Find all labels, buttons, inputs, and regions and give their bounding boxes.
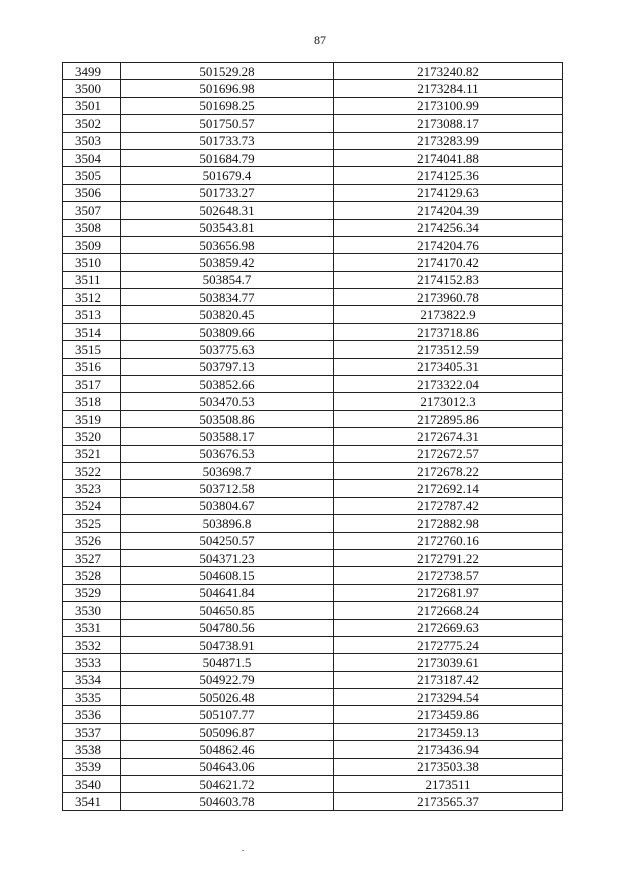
y-coordinate-cell: 2173960.78	[334, 289, 563, 306]
y-coordinate-cell: 2172668.24	[334, 602, 563, 619]
x-coordinate-cell: 501529.28	[121, 63, 334, 80]
table-row	[63, 289, 563, 306]
point-number-cell: 3520	[63, 428, 121, 445]
y-coordinate-cell: 2173284.11	[334, 80, 563, 97]
point-number-cell: 3501	[63, 97, 121, 114]
table-row	[63, 410, 563, 427]
y-coordinate-cell: 2173822.9	[334, 306, 563, 323]
x-coordinate-cell: 504922.79	[121, 671, 334, 688]
x-coordinate-cell: 503820.45	[121, 306, 334, 323]
x-coordinate-cell: 504250.57	[121, 532, 334, 549]
x-coordinate-cell: 503543.81	[121, 219, 334, 236]
y-coordinate-cell: 2174256.34	[334, 219, 563, 236]
x-coordinate-cell: 504608.15	[121, 567, 334, 584]
point-number-cell: 3500	[63, 80, 121, 97]
point-number-cell: 3518	[63, 393, 121, 410]
y-coordinate-cell: 2173512.59	[334, 341, 563, 358]
table-row	[63, 428, 563, 445]
x-coordinate-cell: 501696.98	[121, 80, 334, 97]
table-row	[63, 202, 563, 219]
table-row	[63, 584, 563, 601]
table-row	[63, 723, 563, 740]
point-number-cell: 3540	[63, 776, 121, 793]
y-coordinate-cell: 2172692.14	[334, 480, 563, 497]
x-coordinate-cell: 503712.58	[121, 480, 334, 497]
x-coordinate-cell: 503859.42	[121, 254, 334, 271]
y-coordinate-cell: 2174170.42	[334, 254, 563, 271]
table-row	[63, 323, 563, 340]
point-number-cell: 3536	[63, 706, 121, 723]
x-coordinate-cell: 502648.31	[121, 202, 334, 219]
y-coordinate-cell: 2172672.57	[334, 445, 563, 462]
table-row	[63, 567, 563, 584]
y-coordinate-cell: 2173240.82	[334, 63, 563, 80]
y-coordinate-cell: 2174152.83	[334, 271, 563, 288]
point-number-cell: 3512	[63, 289, 121, 306]
point-number-cell: 3531	[63, 619, 121, 636]
x-coordinate-cell: 504621.72	[121, 776, 334, 793]
point-number-cell: 3505	[63, 167, 121, 184]
y-coordinate-cell: 2174125.36	[334, 167, 563, 184]
table-row	[63, 149, 563, 166]
point-number-cell: 3525	[63, 515, 121, 532]
x-coordinate-cell: 504641.84	[121, 584, 334, 601]
x-coordinate-cell: 501679.4	[121, 167, 334, 184]
point-number-cell: 3522	[63, 462, 121, 479]
y-coordinate-cell: 2172787.42	[334, 497, 563, 514]
y-coordinate-cell: 2173718.86	[334, 323, 563, 340]
x-coordinate-cell: 503854.7	[121, 271, 334, 288]
y-coordinate-cell: 2173012.3	[334, 393, 563, 410]
x-coordinate-cell: 503896.8	[121, 515, 334, 532]
y-coordinate-cell: 2173187.42	[334, 671, 563, 688]
point-number-cell: 3503	[63, 132, 121, 149]
point-number-cell: 3513	[63, 306, 121, 323]
y-coordinate-cell: 2172738.57	[334, 567, 563, 584]
x-coordinate-cell: 501698.25	[121, 97, 334, 114]
table-row	[63, 219, 563, 236]
y-coordinate-cell: 2174041.88	[334, 149, 563, 166]
table-row	[63, 271, 563, 288]
point-number-cell: 3504	[63, 149, 121, 166]
point-number-cell: 3521	[63, 445, 121, 462]
x-coordinate-cell: 505107.77	[121, 706, 334, 723]
x-coordinate-cell: 504603.78	[121, 793, 334, 810]
point-number-cell: 3511	[63, 271, 121, 288]
point-number-cell: 3507	[63, 202, 121, 219]
table-row	[63, 793, 563, 810]
x-coordinate-cell: 501733.27	[121, 184, 334, 201]
x-coordinate-cell: 503804.67	[121, 497, 334, 514]
x-coordinate-cell: 505026.48	[121, 689, 334, 706]
y-coordinate-cell: 2172674.31	[334, 428, 563, 445]
table-row	[63, 619, 563, 636]
x-coordinate-cell: 503470.53	[121, 393, 334, 410]
table-row	[63, 445, 563, 462]
table-row	[63, 602, 563, 619]
y-coordinate-cell: 2173100.99	[334, 97, 563, 114]
table-row	[63, 97, 563, 114]
point-number-cell: 3499	[63, 63, 121, 80]
y-coordinate-cell: 2174129.63	[334, 184, 563, 201]
y-coordinate-cell: 2173565.37	[334, 793, 563, 810]
y-coordinate-cell: 2173039.61	[334, 654, 563, 671]
table-row	[63, 689, 563, 706]
y-coordinate-cell: 2173294.54	[334, 689, 563, 706]
point-number-cell: 3530	[63, 602, 121, 619]
point-number-cell: 3509	[63, 236, 121, 253]
x-coordinate-cell: 503698.7	[121, 462, 334, 479]
table-row	[63, 393, 563, 410]
point-number-cell: 3527	[63, 549, 121, 566]
x-coordinate-cell: 501684.79	[121, 149, 334, 166]
point-number-cell: 3516	[63, 358, 121, 375]
x-coordinate-cell: 503656.98	[121, 236, 334, 253]
point-number-cell: 3523	[63, 480, 121, 497]
table-row	[63, 497, 563, 514]
x-coordinate-cell: 504862.46	[121, 741, 334, 758]
x-coordinate-cell: 504371.23	[121, 549, 334, 566]
table-row	[63, 758, 563, 775]
point-number-cell: 3529	[63, 584, 121, 601]
x-coordinate-cell: 504738.91	[121, 636, 334, 653]
table-row	[63, 63, 563, 80]
x-coordinate-cell: 503809.66	[121, 323, 334, 340]
table-row	[63, 306, 563, 323]
point-number-cell: 3535	[63, 689, 121, 706]
y-coordinate-cell: 2173283.99	[334, 132, 563, 149]
y-coordinate-cell: 2173459.86	[334, 706, 563, 723]
x-coordinate-cell: 503588.17	[121, 428, 334, 445]
y-coordinate-cell: 2173436.94	[334, 741, 563, 758]
y-coordinate-cell: 2172760.16	[334, 532, 563, 549]
y-coordinate-cell: 2173503.38	[334, 758, 563, 775]
point-number-cell: 3528	[63, 567, 121, 584]
x-coordinate-cell: 504871.5	[121, 654, 334, 671]
table-row	[63, 254, 563, 271]
point-number-cell: 3537	[63, 723, 121, 740]
y-coordinate-cell: 2173088.17	[334, 115, 563, 132]
table-row	[63, 358, 563, 375]
point-number-cell: 3539	[63, 758, 121, 775]
x-coordinate-cell: 501733.73	[121, 132, 334, 149]
y-coordinate-cell: 2174204.76	[334, 236, 563, 253]
table-row	[63, 80, 563, 97]
y-coordinate-cell: 2174204.39	[334, 202, 563, 219]
table-row	[63, 236, 563, 253]
x-coordinate-cell: 505096.87	[121, 723, 334, 740]
scan-speck	[242, 850, 244, 851]
x-coordinate-cell: 503775.63	[121, 341, 334, 358]
point-number-cell: 3515	[63, 341, 121, 358]
coordinates-table	[62, 62, 563, 811]
y-coordinate-cell: 2172775.24	[334, 636, 563, 653]
x-coordinate-cell: 504650.85	[121, 602, 334, 619]
x-coordinate-cell: 503797.13	[121, 358, 334, 375]
x-coordinate-cell: 503676.53	[121, 445, 334, 462]
point-number-cell: 3510	[63, 254, 121, 271]
y-coordinate-cell: 2172791.22	[334, 549, 563, 566]
point-number-cell: 3538	[63, 741, 121, 758]
x-coordinate-cell: 501750.57	[121, 115, 334, 132]
x-coordinate-cell: 503508.86	[121, 410, 334, 427]
y-coordinate-cell: 2173511	[334, 776, 563, 793]
table-row	[63, 341, 563, 358]
table-row	[63, 515, 563, 532]
table-row	[63, 706, 563, 723]
x-coordinate-cell: 504643.06	[121, 758, 334, 775]
y-coordinate-cell: 2172681.97	[334, 584, 563, 601]
y-coordinate-cell: 2172678.22	[334, 462, 563, 479]
coordinates-table-body	[63, 63, 563, 811]
table-row	[63, 549, 563, 566]
table-row	[63, 132, 563, 149]
table-row	[63, 376, 563, 393]
x-coordinate-cell: 504780.56	[121, 619, 334, 636]
point-number-cell: 3541	[63, 793, 121, 810]
point-number-cell: 3524	[63, 497, 121, 514]
point-number-cell: 3517	[63, 376, 121, 393]
point-number-cell: 3534	[63, 671, 121, 688]
y-coordinate-cell: 2172669.63	[334, 619, 563, 636]
x-coordinate-cell: 503834.77	[121, 289, 334, 306]
table-row	[63, 167, 563, 184]
table-row	[63, 776, 563, 793]
page-number: 87	[314, 33, 326, 47]
point-number-cell: 3508	[63, 219, 121, 236]
table-row	[63, 462, 563, 479]
y-coordinate-cell: 2173459.13	[334, 723, 563, 740]
point-number-cell: 3532	[63, 636, 121, 653]
table-row	[63, 532, 563, 549]
x-coordinate-cell: 503852.66	[121, 376, 334, 393]
y-coordinate-cell: 2173405.31	[334, 358, 563, 375]
point-number-cell: 3526	[63, 532, 121, 549]
point-number-cell: 3514	[63, 323, 121, 340]
table-row	[63, 741, 563, 758]
point-number-cell: 3519	[63, 410, 121, 427]
y-coordinate-cell: 2173322.04	[334, 376, 563, 393]
table-row	[63, 115, 563, 132]
point-number-cell: 3533	[63, 654, 121, 671]
table-row	[63, 184, 563, 201]
point-number-cell: 3506	[63, 184, 121, 201]
y-coordinate-cell: 2172895.86	[334, 410, 563, 427]
y-coordinate-cell: 2172882.98	[334, 515, 563, 532]
table-row	[63, 636, 563, 653]
table-row	[63, 480, 563, 497]
table-row	[63, 671, 563, 688]
table-row	[63, 654, 563, 671]
point-number-cell: 3502	[63, 115, 121, 132]
